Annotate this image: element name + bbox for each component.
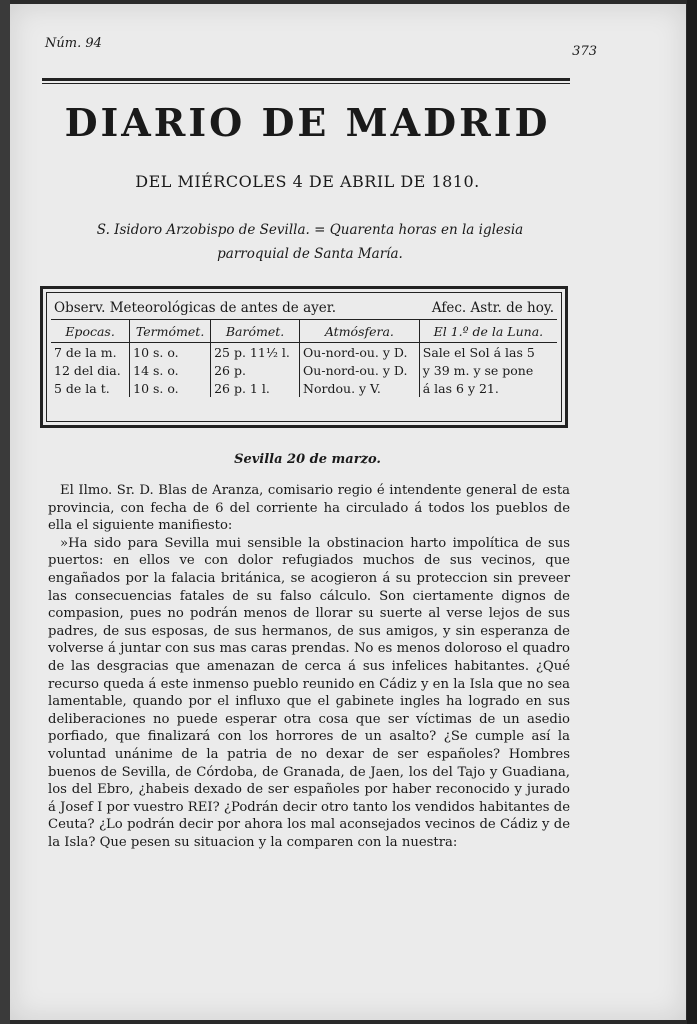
cell-epoca: 5 de la t.: [51, 379, 130, 397]
weather-heading-left: Observ. Meteorológicas de antes de ayer.: [51, 297, 419, 320]
scan-right-edge: [687, 0, 697, 1024]
issue-date: DEL MIÉRCOLES 4 DE ABRIL DE 1810.: [135, 172, 480, 191]
cell-baro: 26 p.: [211, 361, 300, 379]
cell-termo: 10 s. o.: [130, 343, 211, 362]
cell-astro: Sale el Sol á las 5: [422, 344, 535, 360]
table-row: [51, 343, 557, 362]
issue-number: Núm. 94: [45, 36, 102, 51]
cell-termo: 10 s. o.: [130, 379, 211, 397]
top-rule: [42, 78, 570, 84]
cell-atmos: Nordou. y V.: [300, 379, 420, 397]
weather-table: [51, 297, 557, 397]
col-barometro: Barómet.: [211, 320, 300, 343]
col-atmosfera: Atmósfera.: [300, 320, 420, 343]
scan-left-edge: [0, 0, 10, 1024]
cell-astro: y 39 m. y se pone: [422, 362, 534, 378]
cell-baro: 25 p. 11½ l.: [211, 343, 300, 362]
masthead-title: DIARIO DE MADRID: [64, 100, 551, 145]
cell-termo: 14 s. o.: [130, 361, 211, 379]
article-paragraph-2: »Ha sido para Sevilla mui sensible la obstinacion harto impolítica de sus puertos: en ellos ve con dolor refugiados muchos de sus vecinos, que engañados por la falacia británica, se acogieron á su proteccion sin preveer las consecuencias fatales de su falso cálculo. Son ciertamente dignos de compasion, pues no podrán menos de llorar su suerte al verse lejos de sus padres, de sus esposas, de sus hermanos, de sus amigos, y sin esperanza de volverse á juntar con sus mas caras prendas. No es menos doloroso el quadro de las desgracias que amenazan de cerca á sus infelices habitantes. ¿Qué recurso queda á este inmenso pueblo reunido en Cádiz y en la Isla que no sea lamentable, quando por el influxo que el gabinete ingles ha logrado en sus deliberaciones no puede esperar otra cosa que ser víctimas de un asedio porfiado, que finalizará con los horrores de un asalto? ¿Se cumple así la voluntad unánime de la patria de no dexar de ser españoles? Hombres buenos de Sevilla, de Córdoba, de Granada, de Jaen, los del Tajo y Guadiana, los del Ebro, ¿habeis dexado de ser españoles por haber reconocido y jurado á Josef I por vuestro REI? ¿Podrán decir otro tanto los vendidos habitantes de Ceuta? ¿Lo podrán decir por ahora los mal aconsejados vecinos de Cádiz y de la Isla? Que pesen su situacion y la comparen con la nuestra:: [48, 535, 570, 850]
article-body: [48, 482, 570, 851]
weather-table-box: [40, 286, 568, 428]
weather-heading-right: Afec. Astr. de hoy.: [419, 297, 557, 320]
col-termometro: Termómet.: [130, 320, 211, 343]
col-luna: El 1.º de la Luna.: [419, 320, 557, 343]
cell-astro: á las 6 y 21.: [422, 380, 499, 396]
cell-epoca: 7 de la m.: [51, 343, 130, 362]
cell-epoca: 12 del dia.: [51, 361, 130, 379]
cell-baro: 26 p. 1 l.: [211, 379, 300, 397]
table-row: [51, 379, 557, 397]
article-dateline: Sevilla 20 de marzo.: [234, 452, 381, 467]
col-epocas: Epocas.: [51, 320, 130, 343]
table-row: [51, 361, 557, 379]
cell-atmos: Ou-nord-ou. y D.: [300, 343, 420, 362]
cell-atmos: Ou-nord-ou. y D.: [300, 361, 420, 379]
saint-of-day: S. Isidoro Arzobispo de Sevilla. = Quarenta horas en la iglesia parroquial de Santa María.: [96, 222, 524, 262]
article-paragraph-1: El Ilmo. Sr. D. Blas de Aranza, comisario regio é intendente general de esta provincia, con fecha de 6 del corriente ha circulado á todos los pueblos de ella el siguiente manifiesto:: [48, 483, 570, 534]
page-number: 373: [572, 44, 597, 59]
